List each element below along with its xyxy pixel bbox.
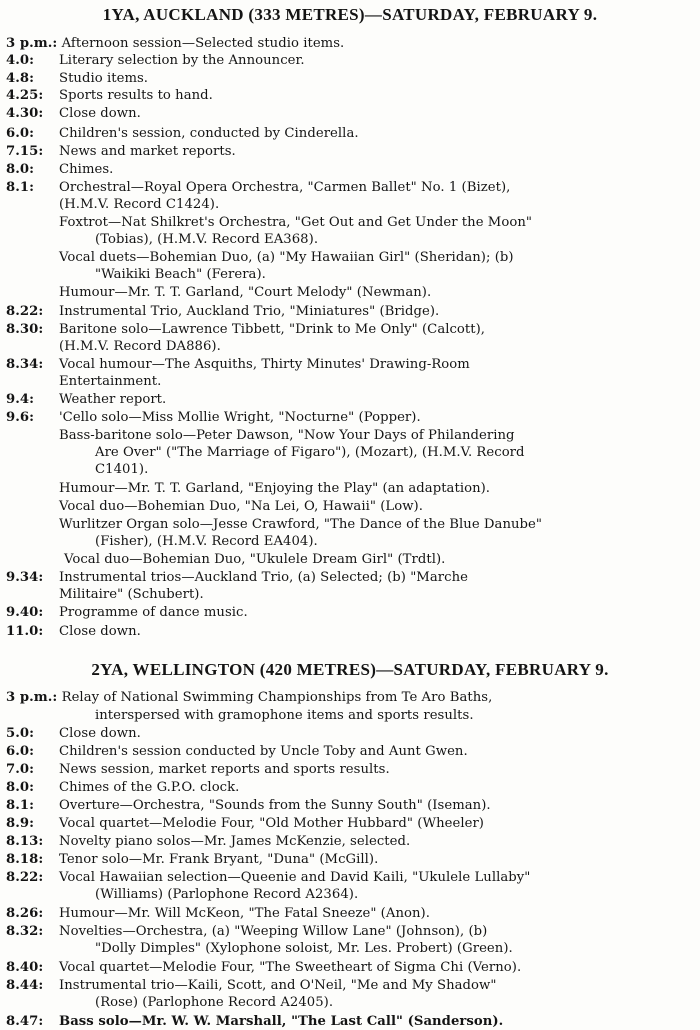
entry-text: Instrumental trios—Auckland Trio, (a) Selected; (b) "Marche [59,570,468,585]
entry-time: 9.34: [6,570,44,585]
entry-time: 8.34: [6,357,44,372]
programme-entry-sub: Wurlitzer Organ solo—Jesse Crawford, "The Dance of the Blue Danube" [59,517,543,532]
entry-text: Chimes. [59,162,114,177]
programme-entry [6,125,359,142]
programme-entry [6,356,470,373]
entry-time: 4.8: [6,71,35,86]
programme-entry [6,905,430,922]
entry-text: Tenor solo—Mr. Frank Bryant, "Duna" (McGill). [59,852,379,867]
entry-text: Literary selection by the Announcer. [59,53,305,68]
entry-text: Close down. [59,106,141,121]
entry-text: Vocal humour—The Asquiths, Thirty Minutes' Drawing-Room [59,357,470,372]
entry-text: Instrumental Trio, Auckland Trio, "Miniatures" (Bridge). [59,304,440,319]
entry-text: Studio items. [59,71,149,86]
entry-time: 9.6: [6,410,35,425]
programme-entry [6,959,521,976]
entry-continuation: (H.M.V. Record C1424). [59,197,220,212]
entry-time: 7.15: [6,144,44,159]
programme-entry [6,179,510,196]
entry-continuation: (H.M.V. Record DA886). [59,339,221,354]
programme-entry [6,761,390,778]
entry-time: 6.0: [6,744,35,759]
programme-entry [6,409,421,426]
entry-text: Overture—Orchestra, "Sounds from the Sunny South" (Iseman). [59,798,491,813]
programme-entry [6,851,378,868]
programme-entry [6,743,468,760]
entry-time: 8.18: [6,852,44,867]
entry-time: 8.0: [6,780,35,795]
entry-time: 7.0: [6,762,35,777]
entry-continuation: "Waikiki Beach" (Ferera). [95,267,266,282]
programme-entry [6,303,439,320]
entry-text: Sports results to hand. [59,88,213,103]
entry-text: Vocal quartet—Melodie Four, "The Sweetheart of Sigma Chi (Verno). [59,960,522,975]
entry-text: 'Cello solo—Miss Mollie Wright, "Nocturne" (Popper). [59,410,421,425]
entry-text: Chimes of the G.P.O. clock. [59,780,240,795]
entry-continuation: (Williams) (Parlophone Record A2364). [95,887,359,902]
programme-entry-sub: Bass-baritone solo—Peter Dawson, "Now Your Days of Philandering [59,428,515,443]
entry-time: 5.0: [6,726,35,741]
entry-continuation: Militaire" (Schubert). [59,587,204,602]
entry-time: 8.0: [6,162,35,177]
programme-entry-sub: Humour—Mr. T. T. Garland, "Enjoying the Play" (an adaptation). [59,481,491,496]
programme-entry [6,923,487,940]
programme-entry [6,689,492,706]
entry-continuation: (Rose) (Parlophone Record A2405). [95,995,334,1010]
programme-entry [6,869,530,886]
entry-time: 9.4: [6,392,35,407]
programme-entry-sub: Vocal duo—Bohemian Duo, "Na Lei, O, Hawaii" (Low). [59,499,423,514]
entry-text: Afternoon session—Selected studio items. [61,36,345,51]
entry-text: Bass solo—Mr. W. W. Marshall, "The Last Call" (Sanderson). [59,1014,504,1029]
entry-text: Orchestral—Royal Opera Orchestra, "Carmen Ballet" No. 1 (Bizet), [59,180,511,195]
programme-entry [6,391,166,408]
entry-text: Programme of dance music. [59,605,248,620]
entry-time: 8.26: [6,906,44,921]
entry-text: Instrumental trio—Kaili, Scott, and O'Neil, "Me and My Shadow" [59,978,497,993]
programme-entry-sub: Vocal duo—Bohemian Duo, "Ukulele Dream Girl" (Trdtl). [64,552,446,567]
entry-continuation: (Tobias), (H.M.V. Record EA368). [95,232,319,247]
programme-entry [6,87,213,104]
entry-time: 4.30: [6,106,44,121]
programme-entry [6,70,148,87]
programme-entry [6,161,113,178]
programme-entry [6,623,141,640]
entry-continuation: Entertainment. [59,374,162,389]
programme-entry [6,143,236,160]
entry-text: Close down. [59,726,141,741]
entry-time: 4.0: [6,53,35,68]
entry-text: Novelties—Orchestra, (a) "Weeping Willow Lane" (Johnson), (b) [59,924,488,939]
entry-time: 3 p.m.: [6,36,58,51]
section-heading-auckland: 1YA, AUCKLAND (333 METRES)—SATURDAY, FEBRUARY 9. [102,5,598,24]
programme-entry [6,1013,503,1030]
entry-time: 8.13: [6,834,44,849]
entry-continuation: "Dolly Dimples" (Xylophone soloist, Mr. Les. Probert) (Green). [95,941,513,956]
entry-time: 8.44: [6,978,44,993]
programme-entry [6,604,248,621]
entry-time: 3 p.m.: [6,690,58,705]
entry-time: 8.9: [6,816,35,831]
entry-text: Children's session conducted by Uncle Toby and Aunt Gwen. [59,744,468,759]
programme-entry [6,797,491,814]
programme-entry [6,725,141,742]
entry-time: 11.0: [6,624,44,639]
programme-entry [6,569,468,586]
entry-text: Baritone solo—Lawrence Tibbett, "Drink to Me Only" (Calcott), [59,322,486,337]
programme-entry [6,52,305,69]
programme-entry [6,977,497,994]
entry-text: Novelty piano solos—Mr. James McKenzie, selected. [59,834,411,849]
programme-entry [6,321,485,338]
entry-text: Vocal Hawaiian selection—Queenie and David Kaili, "Ukulele Lullaby" [59,870,531,885]
entry-time: 8.40: [6,960,44,975]
entry-time: 8.1: [6,798,35,813]
programme-entry-sub: Humour—Mr. T. T. Garland, "Court Melody" (Newman). [59,285,432,300]
entry-continuation: interspersed with gramophone items and sports results. [95,708,474,723]
entry-time: 4.25: [6,88,44,103]
section-heading-wellington: 2YA, WELLINGTON (420 METRES)—SATURDAY, FEBRUARY 9. [91,660,609,679]
entry-text: Vocal quartet—Melodie Four, "Old Mother Hubbard" (Wheeler) [59,816,484,831]
entry-time: 9.40: [6,605,44,620]
entry-text: Weather report. [59,392,167,407]
entry-time: 8.1: [6,180,35,195]
entry-time: 8.22: [6,870,44,885]
programme-entry [6,779,239,796]
programme-entry [6,815,484,832]
programme-entry [6,833,410,850]
entry-time: 8.32: [6,924,44,939]
entry-text: Close down. [59,624,141,639]
entry-time: 6.0: [6,126,35,141]
entry-text: News and market reports. [59,144,236,159]
entry-text: Children's session, conducted by Cinderella. [59,126,359,141]
programme-entry-sub: Foxtrot—Nat Shilkret's Orchestra, "Get Out and Get Under the Moon" [59,215,532,230]
entry-continuation: Are Over" ("The Marriage of Figaro"), (Mozart), (H.M.V. Record [95,445,525,460]
entry-time: 8.47: [6,1014,44,1029]
entry-text: Relay of National Swimming Championships from Te Aro Baths, [61,690,493,705]
entry-continuation: C1401). [95,462,149,477]
entry-text: Humour—Mr. Will McKeon, "The Fatal Sneeze" (Anon). [59,906,430,921]
programme-entry [6,105,141,122]
entry-text: News session, market reports and sports results. [59,762,390,777]
entry-time: 8.30: [6,322,44,337]
entry-continuation: (Fisher), (H.M.V. Record EA404). [95,534,318,549]
programme-entry [6,35,344,52]
programme-entry-sub: Vocal duets—Bohemian Duo, (a) "My Hawaiian Girl" (Sheridan); (b) [59,250,514,265]
entry-time: 8.22: [6,304,44,319]
